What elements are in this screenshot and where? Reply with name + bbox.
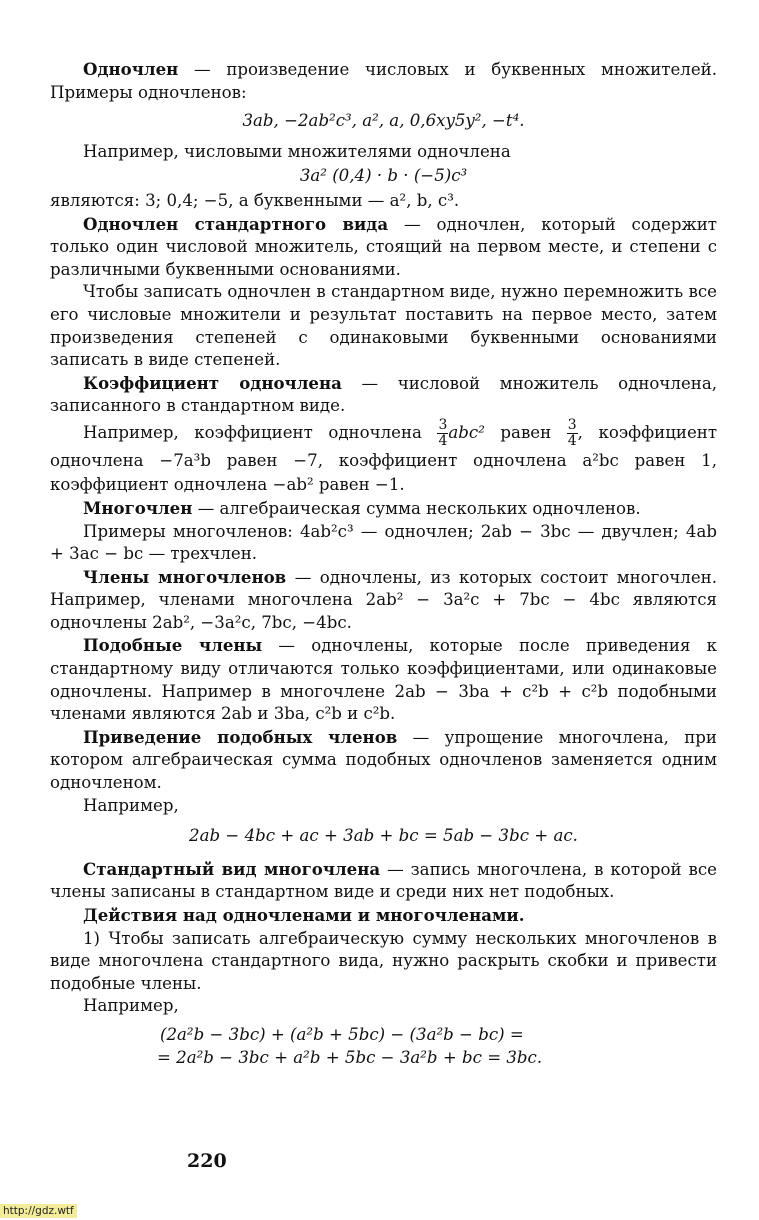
formula-sum-line2: = 2a²b − 3bc + a²b + 5bc − 3a²b + bc = 3bc. <box>157 1047 543 1067</box>
denominator: 4 <box>438 432 448 449</box>
text: равен <box>484 422 567 442</box>
term: Приведение подобных членов <box>83 726 398 747</box>
definition-text: — одночлены, которые после приведения к стандартному виду отличаются только коэффициентами, или одинаковые одночлены. Например в многочлене 2ab − 3ba + c²b + c²b подобными членами являются 2ab и 3ba, c²b и c²b. <box>50 636 717 724</box>
page-number: 220 <box>187 1150 227 1172</box>
watermark-link[interactable]: http://gdz.wtf <box>0 1204 77 1218</box>
fraction <box>567 418 578 449</box>
term: Члены многочленов <box>83 566 287 587</box>
definition-text: — запись многочлена, в которой все члены записаны в стандартном виде и среди них нет подобных. <box>50 859 717 902</box>
paragraph-factors: являются: 3; 0,4; −5, а буквенными — a², b, c³. <box>50 190 460 210</box>
definition-polynomial <box>50 497 717 521</box>
formula-sum-line1: (2a²b − 3bc) + (a²b + 5bc) − (3a²b − bc) = <box>160 1024 524 1044</box>
term: Многочлен <box>83 497 193 518</box>
paragraph-example: Например, числовыми множителями одночлена <box>83 141 511 161</box>
term: Подобные члены <box>83 635 263 656</box>
paragraph-rule-1: 1) Чтобы записать алгебраическую сумму нескольких многочленов в виде многочлена стандартного вида, нужно раскрыть скобки и привести подобные члены. <box>50 928 717 993</box>
section-heading-operations <box>50 904 717 928</box>
paragraph-polynomial-examples: Примеры многочленов: 4ab²c³ — одночлен; 2ab − 3bc — двучлен; 4ab + 3ac − bc — трехчлен. <box>50 521 717 564</box>
definition-text: — числовой множитель одночлена, записанного в стандартном виде. <box>50 373 717 416</box>
text: Например, коэффициент одночлена <box>83 422 438 442</box>
term: Одночлен стандартного вида <box>83 213 389 234</box>
paragraph-example: Например, <box>83 996 179 1016</box>
text: , коэффициент одночлена −7a³b равен −7, коэффициент одночлена a²bc равен 1, коэффициент одночлена −ab² равен −1. <box>50 422 717 494</box>
definition-monomial <box>50 58 717 104</box>
definition-coefficient <box>50 372 717 418</box>
numerator: 3 <box>438 416 448 433</box>
term: Коэффициент одночлена <box>83 372 342 393</box>
definition-standard-monomial <box>50 213 717 282</box>
formula-monomial-examples: 3ab, −2ab²c³, a², a, 0,6xy5y², −t⁴. <box>242 111 525 131</box>
definition-like-terms <box>50 634 717 725</box>
definition-text: — произведение числовых и буквенных множителей. Примеры одночленов: <box>50 60 717 102</box>
textbook-page <box>50 58 717 1069</box>
term: Стандартный вид многочлена <box>83 858 381 879</box>
math: abc² <box>448 422 485 442</box>
formula-monomial: 3a² (0,4) · b · (−5)c³ <box>299 166 468 186</box>
definition-text: — алгебраическая сумма нескольких одночленов. <box>192 498 641 518</box>
denominator: 4 <box>567 432 577 449</box>
definition-text: — одночлены, из которых состоит многочлен. Например, членами многочлена 2ab² − 3a²c + 7bc − 4bc являются одночлены 2ab², −3a²c, 7bc, −4bc. <box>50 567 717 632</box>
paragraph-coefficient-example <box>50 418 717 497</box>
term: Одночлен <box>83 59 179 79</box>
formula-combining: 2ab − 4bc + ac + 3ab + bc = 5ab − 3bc + ac. <box>189 826 578 846</box>
fraction <box>437 418 448 449</box>
paragraph-example: Например, <box>83 795 179 815</box>
definition-standard-polynomial <box>50 858 717 904</box>
definition-text: — одночлен, который содержит только один числовой множитель, стоящий на первом месте, и степени с различными буквенными основаниями. <box>50 214 717 279</box>
paragraph-standard-form: Чтобы записать одночлен в стандартном виде, нужно перемножить все его числовые множители и результат поставить на первое место, затем произведения степеней с одинаковыми буквенными основаниями записать в виде степеней. <box>50 282 717 370</box>
numerator: 3 <box>567 416 577 433</box>
definition-text: — упрощение многочлена, при котором алгебраическая сумма подобных одночленов заменяется одним одночленом. <box>50 727 717 793</box>
definition-polynomial-terms <box>50 566 717 635</box>
term: Действия над одночленами и многочленами. <box>83 905 525 925</box>
definition-combining-like-terms <box>50 726 717 795</box>
